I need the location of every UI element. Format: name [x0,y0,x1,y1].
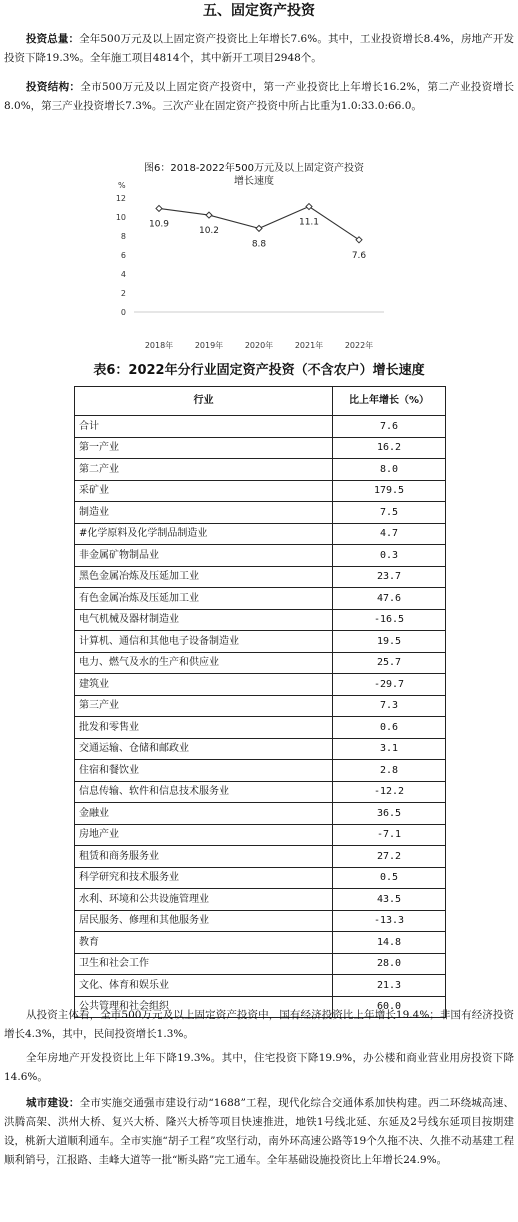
growth-value-cell: 0.6 [333,717,446,739]
table-row [75,867,446,889]
data-label: 7.6 [351,250,367,261]
industry-name-cell: 合计 [75,416,333,438]
industry-name-cell: 批发和零售业 [75,717,333,739]
x-tick-label: 2018年 [144,341,174,350]
chart-subtitle: 增长速度 [234,176,274,187]
city-construction-label: 城市建设： [26,1097,80,1109]
table-row [75,588,446,610]
industry-name-cell: 建筑业 [75,674,333,696]
table-row [75,609,446,631]
growth-value-cell: 16.2 [333,437,446,459]
industry-name-cell: 有色金属冶炼及压延加工业 [75,588,333,610]
city-construction-text: 全市实施交通强市建设行动“1688”工程，现代化综合交通体系加快构建。西二环绕城高速、洪腾高架、洪州大桥、复兴大桥、隆兴大桥等项目快速推进，地铁1号线北延、东延及2号线东延项目按期建设，桃新大道顺利通车。全市实施“胡子工程”攻坚行动，南外环高速公路等19个久拖不决、久推不动基建工程顺利销号，江报路、圭峰大道等一批“断头路”完工通车。全年基础设施投资比上年增长24.9%。 [4,1097,514,1166]
table-title: 表6：2022年分行业固定资产投资（不含农户）增长速度 [93,363,425,378]
data-point-marker [356,237,362,243]
data-point-marker [256,225,262,231]
growth-value-cell: -12.2 [333,781,446,803]
table-row [75,975,446,997]
industry-name-cell: 文化、体育和娱乐业 [75,975,333,997]
table-row [75,523,446,545]
growth-value-cell: -16.5 [333,609,446,631]
industry-name-cell: 房地产业 [75,824,333,846]
investment-total-paragraph [4,30,514,68]
investment-structure-text: 全市500万元及以上固定资产投资中，第一产业投资比上年增长16.2%，第二产业投资增长8.0%，第三产业投资增长7.3%。三次产业在固定资产投资中所占比重为1.0:33.0:66.0。 [4,81,514,112]
industry-name-cell: 制造业 [75,502,333,524]
data-point-marker [156,205,162,211]
city-construction-paragraph [4,1094,514,1170]
growth-value-cell: 3.1 [333,738,446,760]
industry-name-cell: 第三产业 [75,695,333,717]
growth-value-cell: 60.0 [333,996,446,1018]
growth-value-cell: 0.5 [333,867,446,889]
table-row [75,717,446,739]
investment-total-text: 全年500万元及以上固定资产投资比上年增长7.6%。其中，工业投资增长8.4%，房地产开发投资下降19.3%。全年施工项目4814个，其中新开工项目2948个。 [4,33,514,64]
industry-name-cell: 第二产业 [75,459,333,481]
table-row [75,824,446,846]
growth-value-cell: 21.3 [333,975,446,997]
table-row [75,695,446,717]
growth-value-cell: 179.5 [333,480,446,502]
real-estate-paragraph: 全年房地产开发投资比上年下降19.3%。其中，住宅投资下降19.9%，办公楼和商业营业用房投资下降14.6%。 [4,1052,514,1083]
industry-name-cell: 公共管理和社会组织 [75,996,333,1018]
industry-name-cell: 计算机、通信和其他电子设备制造业 [75,631,333,653]
chart-title: 图6：2018-2022年500万元及以上固定资产投资 [144,163,364,174]
table-row [75,803,446,825]
table-row [75,545,446,567]
table-row [75,674,446,696]
table-row [75,652,446,674]
data-point-marker [306,204,312,210]
growth-value-cell: 7.5 [333,502,446,524]
table-row [75,631,446,653]
growth-value-cell: 47.6 [333,588,446,610]
industry-name-cell: 卫生和社会工作 [75,953,333,975]
industry-name-cell: 电气机械及器材制造业 [75,609,333,631]
industry-name-cell: #化学原料及化学制品制造业 [75,523,333,545]
industry-name-cell: 教育 [75,932,333,954]
y-tick-label: 8 [120,232,126,241]
investment-growth-chart [104,162,404,348]
table-row [75,566,446,588]
investment-structure-label: 投资结构： [26,81,81,93]
y-axis-unit: % [118,181,126,190]
industry-name-cell: 水利、环境和公共设施管理业 [75,889,333,911]
investment-structure-paragraph [4,78,514,116]
table-row [75,738,446,760]
table-row [75,953,446,975]
growth-value-cell: 14.8 [333,932,446,954]
data-label: 8.8 [251,239,267,250]
table-header-row [75,387,446,416]
industry-name-cell: 信息传输、软件和信息技术服务业 [75,781,333,803]
industry-name-cell: 采矿业 [75,480,333,502]
chart-plot [104,162,404,348]
data-label: 11.1 [298,217,320,228]
table-row [75,416,446,438]
industry-name-cell: 第一产业 [75,437,333,459]
table-row [75,846,446,868]
industry-name-cell: 电力、燃气及水的生产和供应业 [75,652,333,674]
growth-value-cell: 43.5 [333,889,446,911]
table-row [75,889,446,911]
industry-name-cell: 金融业 [75,803,333,825]
growth-value-cell: 4.7 [333,523,446,545]
industry-name-cell: 租赁和商务服务业 [75,846,333,868]
table-row [75,502,446,524]
series-line [159,207,359,240]
table-row [75,781,446,803]
industry-name-cell: 居民服务、修理和其他服务业 [75,910,333,932]
section-title: 五、固定资产投资 [203,3,315,19]
growth-value-cell: -7.1 [333,824,446,846]
growth-value-cell: -13.3 [333,910,446,932]
table-row [75,910,446,932]
table-header-growth: 比上年增长（%） [333,387,446,416]
x-tick-label: 2019年 [194,341,224,350]
y-tick-label: 4 [120,270,126,279]
growth-value-cell: 23.7 [333,566,446,588]
growth-value-cell: 7.3 [333,695,446,717]
y-tick-label: 2 [120,289,126,298]
y-tick-label: 10 [115,213,126,222]
growth-value-cell: 36.5 [333,803,446,825]
growth-value-cell: 25.7 [333,652,446,674]
data-label: 10.9 [148,219,170,230]
growth-value-cell: 27.2 [333,846,446,868]
table-row [75,932,446,954]
investment-entity-paragraph: 从投资主体看，全市500万元及以上固定资产投资中，国有经济投资比上年增长19.4%；非国有经济投资增长4.3%，其中，民间投资增长1.3%。 [4,1009,514,1040]
growth-value-cell: 8.0 [333,459,446,481]
table-row [75,437,446,459]
industry-name-cell: 非金属矿物制品业 [75,545,333,567]
table-header-industry: 行业 [75,387,333,416]
industry-name-cell: 交通运输、仓储和邮政业 [75,738,333,760]
growth-value-cell: 2.8 [333,760,446,782]
table-row [75,760,446,782]
industry-name-cell: 黑色金属冶炼及压延加工业 [75,566,333,588]
growth-value-cell: -29.7 [333,674,446,696]
industry-name-cell: 住宿和餐饮业 [75,760,333,782]
data-label: 10.2 [198,226,220,237]
growth-value-cell: 19.5 [333,631,446,653]
x-tick-label: 2021年 [294,341,324,350]
y-tick-label: 0 [120,308,126,317]
y-tick-label: 6 [120,251,126,260]
industry-investment-table [74,386,446,1018]
table-row [75,480,446,502]
x-tick-label: 2022年 [344,341,374,350]
growth-value-cell: 0.3 [333,545,446,567]
growth-value-cell: 7.6 [333,416,446,438]
table-row [75,459,446,481]
industry-name-cell: 科学研究和技术服务业 [75,867,333,889]
x-tick-label: 2020年 [244,341,274,350]
growth-value-cell: 28.0 [333,953,446,975]
data-point-marker [206,212,212,218]
y-tick-label: 12 [115,194,126,203]
investment-total-label: 投资总量： [26,33,80,45]
